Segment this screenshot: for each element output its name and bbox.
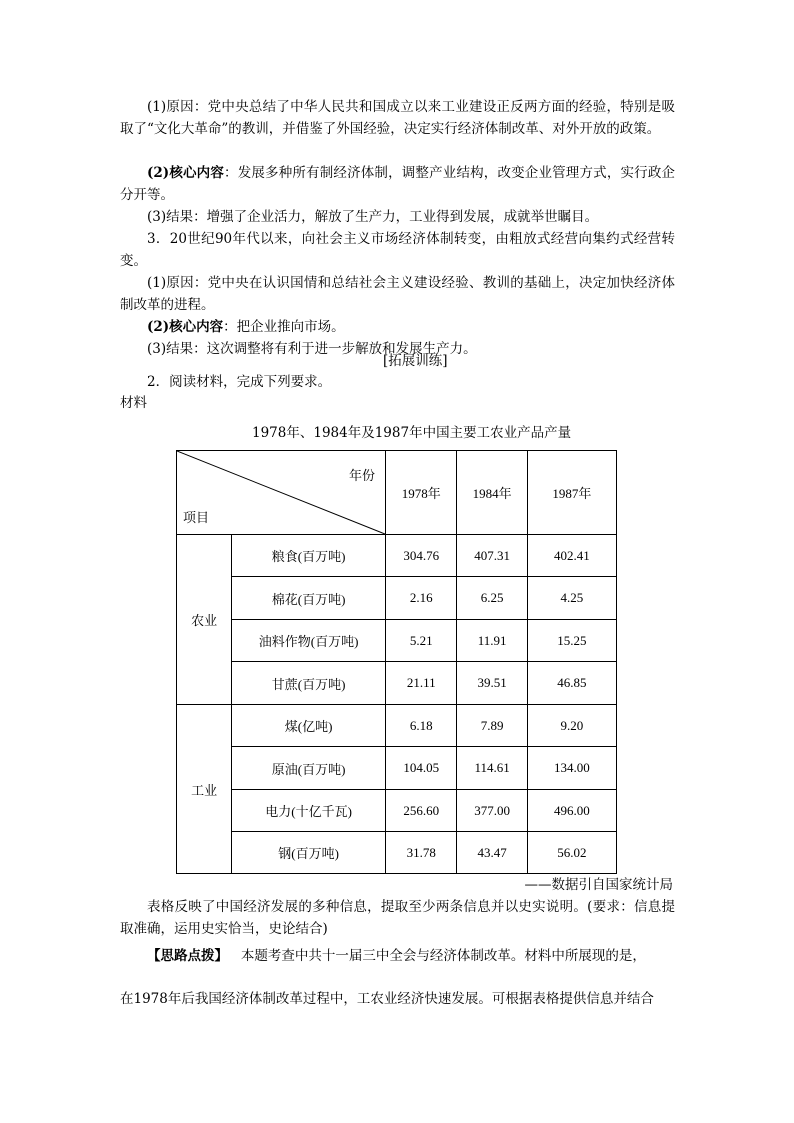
value-cell: 6.18	[386, 705, 457, 747]
item-cell: 油料作物(百万吨)	[232, 620, 386, 662]
value-cell: 15.25	[527, 620, 616, 662]
value-cell: 2.16	[386, 577, 457, 620]
paragraph-result-2: (3)结果：这次调整将有利于进一步解放和发展生产力。	[147, 341, 477, 357]
header-item: 项目	[183, 510, 210, 525]
value-cell: 6.25	[457, 577, 527, 620]
value-cell: 46.85	[527, 662, 616, 705]
value-cell: 402.41	[527, 535, 616, 577]
value-cell: 407.31	[457, 535, 527, 577]
question-intro: 2．阅读材料，完成下列要求。	[147, 374, 332, 390]
item-cell: 煤(亿吨)	[232, 705, 386, 747]
value-cell: 39.51	[457, 662, 527, 705]
hint-line-2: 在1978年后我国经济体制改革过程中，工农业经济快速发展。可根据表格提供信息并结合	[120, 991, 654, 1007]
paragraph-result-1: (3)结果：增强了企业活力，解放了生产力，工业得到发展，成就举世瞩目。	[147, 209, 599, 225]
group-agriculture: 农业	[177, 535, 232, 705]
value-cell: 43.47	[457, 832, 527, 874]
table-row	[177, 790, 617, 832]
paragraph-point-3: 3．20世纪90年代以来，向社会主义市场经济体制转变，由粗放式经营向集约式经营转变。	[120, 231, 675, 269]
value-cell: 134.00	[527, 747, 616, 790]
item-cell: 粮食(百万吨)	[232, 535, 386, 577]
paragraph-reason-1: (1)原因：党中央总结了中华人民共和国成立以来工业建设正反两方面的经验，特别是吸取了“文化大革命”的教训，并借鉴了外国经验，决定实行经济体制改革、对外开放的政策。	[120, 99, 676, 137]
material-label: 材料	[120, 395, 147, 411]
group-industry: 工业	[177, 705, 232, 874]
value-cell: 377.00	[457, 790, 527, 832]
question-text: 表格反映了中国经济发展的多种信息，提取至少两条信息并以史实说明。(要求：信息提取准确，运用史实恰当，史论结合)	[120, 899, 675, 937]
value-cell: 4.25	[527, 577, 616, 620]
paragraph-content-1: (2)核心内容：发展多种所有制经济体制，调整产业结构，改变企业管理方式，实行政企分开等。	[120, 165, 676, 203]
paragraph-reason-2: (1)原因：党中央在认识国情和总结社会主义建设经验、教训的基础上，决定加快经济体制改革的进程。	[120, 275, 676, 313]
value-cell: 256.60	[386, 790, 457, 832]
item-cell: 原油(百万吨)	[232, 747, 386, 790]
item-cell: 棉花(百万吨)	[232, 577, 386, 620]
diagonal-header-cell	[177, 451, 386, 535]
table-row	[177, 662, 617, 705]
value-cell: 31.78	[386, 832, 457, 874]
year-header: 1987年	[527, 451, 616, 535]
year-header: 1984年	[457, 451, 527, 535]
header-year: 年份	[348, 468, 375, 483]
value-cell: 21.11	[386, 662, 457, 705]
paragraph-content-2: (2)核心内容：把企业推向市场。	[147, 319, 345, 335]
table-header-row	[177, 451, 617, 535]
value-cell: 304.76	[386, 535, 457, 577]
item-cell: 钢(百万吨)	[232, 832, 386, 874]
value-cell: 496.00	[527, 790, 616, 832]
section-label: [拓展训练]	[383, 353, 448, 369]
table-row	[177, 705, 617, 747]
table-row	[177, 747, 617, 790]
value-cell: 56.02	[527, 832, 616, 874]
item-cell: 甘蔗(百万吨)	[232, 662, 386, 705]
hint-line-1: 【思路点拨】 本题考查中共十一届三中全会与经济体制改革。材料中所展现的是，	[147, 948, 646, 964]
table-row	[177, 535, 617, 577]
hint-title: 【思路点拨】	[147, 948, 228, 964]
table-title: 1978年、1984年及1987年中国主要工农业产品产量	[252, 425, 572, 441]
value-cell: 9.20	[527, 705, 616, 747]
table-row	[177, 620, 617, 662]
value-cell: 114.61	[457, 747, 527, 790]
value-cell: 5.21	[386, 620, 457, 662]
year-header: 1978年	[386, 451, 457, 535]
item-cell: 电力(十亿千瓦)	[232, 790, 386, 832]
value-cell: 7.89	[457, 705, 527, 747]
production-table	[176, 450, 617, 874]
value-cell: 11.91	[457, 620, 527, 662]
table-row	[177, 832, 617, 874]
table-row	[177, 577, 617, 620]
data-source: ——数据引自国家统计局	[524, 877, 673, 893]
value-cell: 104.05	[386, 747, 457, 790]
